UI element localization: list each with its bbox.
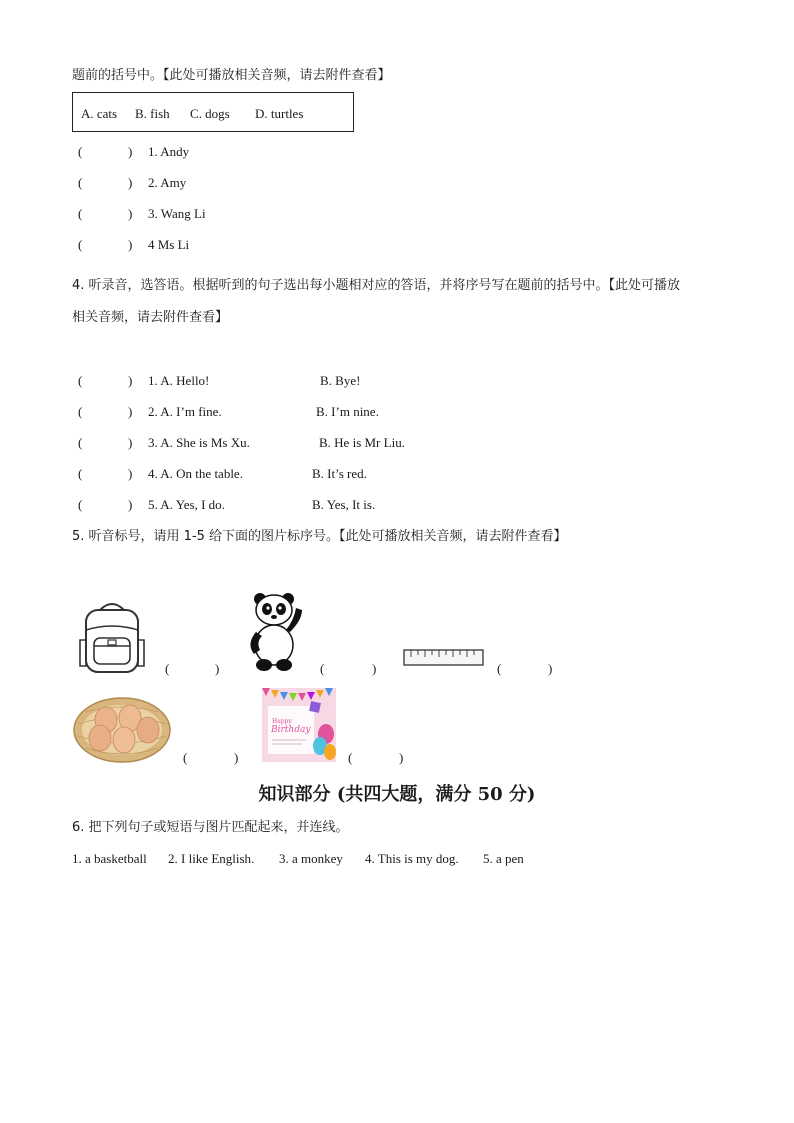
q4-instruction-line1: 4. 听录音，选答语。根据听到的句子选出每小题相对应的答语，并将序号写在题前的括号中。【此处可播放 [72, 278, 681, 293]
answer-paren-close: ) [128, 404, 133, 419]
q3-option-b: B. fish [135, 106, 170, 121]
q3-item-4: 4 Ms Li [148, 237, 190, 252]
q3-option-d: D. turtles [255, 106, 304, 121]
answer-paren-open: ( [78, 404, 83, 419]
q4-item-1-a: 1. A. Hello! [148, 373, 210, 388]
q3-option-c: C. dogs [190, 106, 230, 121]
answer-paren-close: ) [372, 661, 377, 676]
answer-paren-open: ( [78, 206, 83, 221]
q4-item-3-a: 3. A. She is Ms Xu. [148, 435, 250, 450]
answer-paren-close: ) [399, 750, 404, 765]
q4-item-5-a: 5. A. Yes, I do. [148, 497, 225, 512]
q3-options-box [72, 92, 354, 132]
answer-paren-close: ) [234, 750, 239, 765]
q3-option-a: A. cats [81, 106, 118, 121]
answer-paren-close: ) [128, 144, 133, 159]
q4-instruction-line2: 相关音频，请去附件查看】 [72, 310, 229, 325]
q6-item-1: 1. a basketball [72, 851, 147, 866]
backpack-icon [78, 600, 146, 676]
eggs-basket-icon [72, 690, 172, 764]
q6-item-2: 2. I like English. [168, 851, 255, 866]
card-text-birthday: Birthday [271, 725, 311, 735]
answer-paren-open: ( [78, 373, 83, 388]
answer-paren-open: ( [165, 661, 170, 676]
answer-paren-open: ( [78, 466, 83, 481]
q6-item-3: 3. a monkey [279, 851, 343, 866]
answer-paren-open: ( [497, 661, 502, 676]
q3-intro: 题前的括号中。【此处可播放相关音频，请去附件查看】 [72, 68, 391, 83]
q4-item-4-a: 4. A. On the table. [148, 466, 243, 481]
q3-item-2: 2. Amy [148, 175, 187, 190]
q6-item-4: 4. This is my dog. [365, 851, 459, 866]
q5-instruction: 5. 听音标号，请用 1-5 给下面的图片标序号。【此处可播放相关音频，请去附件查看】 [72, 529, 567, 544]
q3-item-1: 1. Andy [148, 144, 190, 159]
answer-paren-open: ( [78, 144, 83, 159]
q4-item-1-b: B. Bye! [320, 373, 361, 388]
q4-item-3-b: B. He is Mr Liu. [319, 435, 405, 450]
q3-item-3: 3. Wang Li [148, 206, 206, 221]
ruler-icon [403, 648, 485, 668]
answer-paren-open: ( [348, 750, 353, 765]
answer-paren-open: ( [78, 175, 83, 190]
answer-paren-open: ( [78, 497, 83, 512]
panda-icon [246, 590, 308, 672]
answer-paren-close: ) [215, 661, 220, 676]
answer-paren-close: ) [128, 466, 133, 481]
answer-paren-close: ) [128, 435, 133, 450]
answer-paren-close: ) [128, 206, 133, 221]
answer-paren-close: ) [128, 175, 133, 190]
answer-paren-close: ) [128, 237, 133, 252]
q4-item-2-a: 2. A. I’m fine. [148, 404, 222, 419]
answer-paren-open: ( [183, 750, 188, 765]
q4-item-5-b: B. Yes, It is. [312, 497, 376, 512]
card-text-happy: Happy [272, 718, 292, 725]
q6-item-5: 5. a pen [483, 851, 524, 866]
answer-paren-open: ( [320, 661, 325, 676]
answer-paren-open: ( [78, 237, 83, 252]
birthday-card-image [262, 688, 336, 762]
answer-paren-close: ) [548, 661, 553, 676]
q4-item-2-b: B. I’m nine. [316, 404, 379, 419]
q6-instruction: 6. 把下列句子或短语与图片匹配起来，并连线。 [72, 820, 349, 835]
q4-item-4-b: B. It’s red. [312, 466, 367, 481]
answer-paren-close: ) [128, 497, 133, 512]
section-heading: 知识部分 (共四大题，满分 50 分) [258, 784, 536, 805]
answer-paren-close: ) [128, 373, 133, 388]
answer-paren-open: ( [78, 435, 83, 450]
